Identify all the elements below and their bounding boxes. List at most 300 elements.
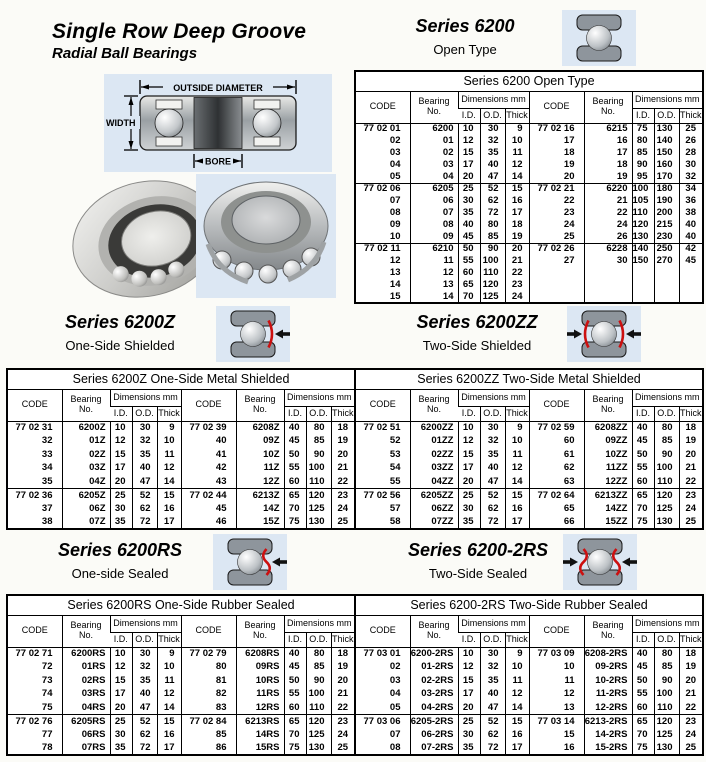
code-header: CODE <box>181 615 236 647</box>
od-cell: 62 <box>480 502 505 516</box>
table-row <box>7 462 355 476</box>
code-cell: 77 02 06 <box>355 183 410 195</box>
bearing-no-cell: 15Z <box>236 516 284 530</box>
table-row <box>355 715 703 729</box>
od-cell: 110 <box>480 267 505 279</box>
od-cell: 35 <box>480 147 505 159</box>
id-cell: 25 <box>458 715 480 729</box>
od-cell: 62 <box>480 728 505 742</box>
code-cell: 12 <box>529 688 584 702</box>
thick-cell: 40 <box>679 219 703 231</box>
bearing-no-cell: 09RS <box>236 661 284 675</box>
code-cell: 27 <box>529 255 584 267</box>
thick-cell: 26 <box>679 135 703 147</box>
code-cell: 77 03 14 <box>529 715 584 729</box>
od-header: O.D. <box>306 632 331 647</box>
bearing-no-cell: 12 <box>410 267 458 279</box>
id-cell: 30 <box>110 502 132 516</box>
thick-cell: 9 <box>505 647 529 661</box>
code-cell: 18 <box>529 147 584 159</box>
table-row <box>355 516 703 530</box>
bearing-no-cell: 09-2RS <box>584 661 632 675</box>
od-cell: 230 <box>654 231 679 243</box>
bearing-no-cell: 6200Z <box>62 421 110 435</box>
section-heading-series-6200 <box>385 16 545 57</box>
section-heading-series-6200-2rs <box>390 540 566 581</box>
od-header: O.D. <box>654 632 679 647</box>
od-cell: 40 <box>480 159 505 171</box>
od-cell: 90 <box>480 243 505 255</box>
thick-cell: 23 <box>679 489 703 503</box>
series-6200rs-heading: Series 6200RS <box>57 540 183 560</box>
thick-cell: 22 <box>679 701 703 715</box>
table-row <box>7 674 355 688</box>
od-header: O.D. <box>306 406 331 421</box>
table-row <box>355 147 703 159</box>
code-cell: 45 <box>181 502 236 516</box>
code-cell: 58 <box>389 515 401 527</box>
series-6200-2rs-subheading: Two-Side Sealed <box>428 566 528 581</box>
id-cell: 30 <box>458 502 480 516</box>
id-cell: 75 <box>632 123 654 135</box>
thick-cell: 17 <box>157 742 181 756</box>
code-cell: 73 <box>41 674 53 686</box>
od-cell: 30 <box>132 421 157 435</box>
dimensions-header: Dimensions mm <box>284 389 355 406</box>
table-row <box>355 615 703 632</box>
od-cell: 85 <box>306 661 331 675</box>
thick-cell: 14 <box>157 475 181 489</box>
table-row <box>7 688 355 702</box>
id-cell: 50 <box>284 674 306 688</box>
code-cell: 04 <box>389 688 401 700</box>
thick-cell: 16 <box>505 728 529 742</box>
id-cell: 90 <box>632 159 654 171</box>
series-6200rs-subheading: One-side Sealed <box>71 566 169 581</box>
thick-cell: 19 <box>679 661 703 675</box>
code-cell: 72 <box>41 661 53 673</box>
table-row <box>355 267 703 279</box>
bearing-no-cell: 6213Z <box>236 489 284 503</box>
bearing-no-cell: 26 <box>584 231 632 243</box>
id-cell: 85 <box>632 147 654 159</box>
od-cell: 215 <box>654 219 679 231</box>
id-cell: 15 <box>110 448 132 462</box>
id-header: I.D. <box>632 108 654 123</box>
series-6200-open-type-table <box>354 70 704 304</box>
code-cell <box>529 291 584 303</box>
bearing-no-cell: 04RS <box>62 701 110 715</box>
od-cell: 110 <box>654 475 679 489</box>
bearing-photo-open-cage <box>196 174 336 303</box>
od-cell: 130 <box>306 742 331 756</box>
bearing-no-header: Bearing No. <box>62 615 110 647</box>
table-row <box>355 435 703 449</box>
od-cell: 110 <box>306 475 331 489</box>
od-cell: 100 <box>306 462 331 476</box>
code-cell: 77 03 01 <box>363 648 401 660</box>
id-cell: 12 <box>458 661 480 675</box>
od-cell: 130 <box>654 123 679 135</box>
code-cell: 42 <box>181 462 236 476</box>
bearing-no-cell: 04 <box>410 171 458 183</box>
od-header: O.D. <box>480 632 505 647</box>
id-header: I.D. <box>110 632 132 647</box>
od-cell: 52 <box>480 183 505 195</box>
bearing-no-cell: 01RS <box>62 661 110 675</box>
thick-cell: 11 <box>157 448 181 462</box>
id-cell: 50 <box>632 448 654 462</box>
od-cell: 85 <box>654 661 679 675</box>
code-cell: 34 <box>41 462 53 474</box>
table-title: Series 6200ZZ Two-Side Metal Shielded <box>355 369 703 389</box>
id-cell: 80 <box>632 135 654 147</box>
id-cell: 10 <box>110 421 132 435</box>
id-cell: 30 <box>458 728 480 742</box>
od-cell: 85 <box>480 231 505 243</box>
code-cell: 33 <box>41 448 53 460</box>
bearing-no-cell: 17 <box>584 147 632 159</box>
od-cell: 190 <box>654 195 679 207</box>
table-row <box>7 435 355 449</box>
table-row <box>355 369 703 389</box>
bearing-no-cell: 6200 <box>410 123 458 135</box>
dimensions-header: Dimensions mm <box>632 91 703 108</box>
id-cell: 35 <box>458 207 480 219</box>
code-cell: 75 <box>41 701 53 713</box>
id-cell: 45 <box>284 435 306 449</box>
series-6200-subheading: Open Type <box>433 42 497 57</box>
bearing-no-cell: 06Z <box>62 502 110 516</box>
thick-cell: 21 <box>679 688 703 702</box>
od-cell: 62 <box>480 195 505 207</box>
bearing-no-cell: 02 <box>410 147 458 159</box>
table-row <box>7 715 355 729</box>
code-cell: 15 <box>389 291 401 302</box>
id-cell: 15 <box>458 674 480 688</box>
code-cell: 11 <box>529 674 584 688</box>
code-cell: 05 <box>389 171 401 182</box>
od-cell <box>654 279 679 291</box>
code-cell: 85 <box>181 728 236 742</box>
id-header: I.D. <box>458 406 480 421</box>
id-cell: 40 <box>284 421 306 435</box>
code-cell: 10 <box>389 231 401 242</box>
id-cell: 20 <box>110 475 132 489</box>
bearing-no-cell: 02Z <box>62 448 110 462</box>
code-cell: 61 <box>529 448 584 462</box>
bearing-no-cell: 6210 <box>410 243 458 255</box>
id-header: I.D. <box>110 406 132 421</box>
code-cell: 77 02 39 <box>181 421 236 435</box>
thick-header: Thick <box>505 108 529 123</box>
thick-cell: 18 <box>331 421 355 435</box>
od-header: O.D. <box>480 406 505 421</box>
bearing-no-cell: 6213ZZ <box>584 489 632 503</box>
id-cell: 35 <box>110 516 132 530</box>
thick-cell: 19 <box>679 435 703 449</box>
bearing-no-cell: 10ZZ <box>584 448 632 462</box>
bearing-no-cell: 6215 <box>584 123 632 135</box>
bearing-no-cell: 09ZZ <box>584 435 632 449</box>
table-row <box>355 728 703 742</box>
id-cell: 110 <box>632 207 654 219</box>
bearing-no-cell: 07ZZ <box>410 516 458 530</box>
id-cell: 12 <box>110 435 132 449</box>
bearing-no-cell: 6213-2RS <box>584 715 632 729</box>
bearing-no-header: Bearing No. <box>410 615 458 647</box>
code-header: CODE <box>181 389 236 421</box>
od-cell: 30 <box>132 647 157 661</box>
od-cell: 35 <box>480 448 505 462</box>
id-cell: 25 <box>458 183 480 195</box>
bearing-no-cell: 6205RS <box>62 715 110 729</box>
id-cell: 105 <box>632 195 654 207</box>
bearing-no-cell: 18 <box>584 159 632 171</box>
bearing-two-side-sealed-icon <box>563 534 637 590</box>
thick-cell: 21 <box>679 462 703 476</box>
thick-cell: 18 <box>679 647 703 661</box>
code-cell: 62 <box>529 462 584 476</box>
bearing-no-cell: 19 <box>584 171 632 183</box>
series-6200z-heading: Series 6200Z <box>64 312 176 332</box>
od-cell: 47 <box>132 475 157 489</box>
bearing-no-cell: 6208ZZ <box>584 421 632 435</box>
bearing-no-cell: 06ZZ <box>410 502 458 516</box>
thick-header: Thick <box>505 632 529 647</box>
od-cell: 120 <box>306 489 331 503</box>
od-cell: 72 <box>480 516 505 530</box>
table-row <box>7 389 355 406</box>
bearing-no-header: Bearing No. <box>410 389 458 421</box>
thick-cell: 20 <box>331 674 355 688</box>
id-cell: 17 <box>110 462 132 476</box>
code-cell: 20 <box>529 171 584 183</box>
thick-cell: 16 <box>505 195 529 207</box>
od-cell: 150 <box>654 147 679 159</box>
thick-header: Thick <box>679 406 703 421</box>
code-cell: 15 <box>529 728 584 742</box>
code-cell: 03 <box>389 147 401 159</box>
code-cell: 35 <box>41 475 53 487</box>
id-cell: 25 <box>110 715 132 729</box>
bearing-no-cell: 6208Z <box>236 421 284 435</box>
od-cell: 85 <box>306 435 331 449</box>
code-cell: 08 <box>389 207 401 219</box>
code-cell: 41 <box>181 448 236 462</box>
bearing-no-cell: 10RS <box>236 674 284 688</box>
code-header: CODE <box>529 389 584 421</box>
table-row <box>7 728 355 742</box>
thick-cell <box>679 279 703 291</box>
section-heading-series-6200zz <box>392 312 562 353</box>
bearing-no-header: Bearing No. <box>236 615 284 647</box>
table-row <box>355 502 703 516</box>
thick-cell: 22 <box>679 475 703 489</box>
code-cell: 16 <box>529 742 584 756</box>
code-cell: 23 <box>529 207 584 219</box>
code-header: CODE <box>529 615 584 647</box>
id-cell: 65 <box>632 489 654 503</box>
series-6200z-subheading: One-Side Shielded <box>65 338 175 353</box>
table-row <box>355 183 703 195</box>
id-cell: 15 <box>110 674 132 688</box>
thick-cell: 23 <box>331 489 355 503</box>
id-cell: 55 <box>458 255 480 267</box>
section-heading-series-6200rs <box>38 540 202 581</box>
table-row <box>355 279 703 291</box>
od-cell: 125 <box>306 728 331 742</box>
od-cell: 160 <box>654 159 679 171</box>
bearing-no-cell: 6200-2RS <box>410 647 458 661</box>
od-cell: 52 <box>132 715 157 729</box>
bearing-no-cell: 06-2RS <box>410 728 458 742</box>
bearing-no-cell: 12-2RS <box>584 701 632 715</box>
od-cell <box>654 291 679 303</box>
od-cell: 120 <box>306 715 331 729</box>
bearing-no-cell: 08 <box>410 219 458 231</box>
code-cell <box>529 279 584 291</box>
od-cell: 125 <box>306 502 331 516</box>
thick-cell: 24 <box>331 502 355 516</box>
bearing-no-cell: 11Z <box>236 462 284 476</box>
od-cell: 180 <box>654 183 679 195</box>
code-cell: 77 02 16 <box>529 123 584 135</box>
bearing-no-cell: 03Z <box>62 462 110 476</box>
code-cell: 14 <box>389 279 401 291</box>
thick-cell: 17 <box>505 742 529 756</box>
table-row <box>355 207 703 219</box>
id-cell: 75 <box>632 742 654 756</box>
od-cell: 120 <box>654 489 679 503</box>
table-row <box>355 91 703 108</box>
thick-cell: 12 <box>505 159 529 171</box>
table-row <box>355 661 703 675</box>
id-cell: 40 <box>284 647 306 661</box>
id-cell: 50 <box>458 243 480 255</box>
thick-cell: 28 <box>679 147 703 159</box>
code-cell: 66 <box>529 516 584 530</box>
thick-cell: 10 <box>505 661 529 675</box>
table-row <box>355 674 703 688</box>
bearing-no-cell: 03-2RS <box>410 688 458 702</box>
code-cell: 77 02 21 <box>529 183 584 195</box>
id-cell: 10 <box>458 421 480 435</box>
code-cell: 77 02 11 <box>355 243 410 255</box>
code-cell: 25 <box>529 231 584 243</box>
code-cell: 60 <box>529 435 584 449</box>
table-row <box>355 243 703 255</box>
thick-header: Thick <box>157 632 181 647</box>
id-cell: 60 <box>284 701 306 715</box>
table-row <box>355 171 703 183</box>
bearing-no-cell: 30 <box>584 255 632 267</box>
bearing-no-cell: 11ZZ <box>584 462 632 476</box>
thick-cell: 11 <box>505 674 529 688</box>
code-cell: 32 <box>41 435 53 447</box>
od-cell: 100 <box>480 255 505 267</box>
id-cell: 25 <box>458 489 480 503</box>
od-cell: 35 <box>480 674 505 688</box>
table-row <box>355 647 703 661</box>
thick-cell: 15 <box>505 183 529 195</box>
id-cell: 130 <box>632 231 654 243</box>
bearing-no-cell: 07 <box>410 207 458 219</box>
thick-header: Thick <box>679 108 703 123</box>
id-cell: 55 <box>632 688 654 702</box>
code-header: CODE <box>7 389 62 421</box>
code-header: CODE <box>355 91 410 123</box>
table-row <box>355 135 703 147</box>
code-cell: 24 <box>529 219 584 231</box>
code-cell: 43 <box>181 475 236 489</box>
table-row <box>355 255 703 267</box>
bearing-no-cell: 07Z <box>62 516 110 530</box>
id-cell: 45 <box>632 435 654 449</box>
thick-cell <box>679 291 703 303</box>
od-cell: 30 <box>480 647 505 661</box>
id-cell: 70 <box>458 291 480 303</box>
bearing-no-cell: 02RS <box>62 674 110 688</box>
bearing-no-cell: 16 <box>584 135 632 147</box>
id-cell: 12 <box>458 135 480 147</box>
table-row <box>7 615 355 632</box>
code-cell: 77 02 79 <box>181 647 236 661</box>
bearing-no-cell <box>584 267 632 279</box>
id-cell: 60 <box>632 475 654 489</box>
table-row <box>7 448 355 462</box>
id-cell <box>632 291 654 303</box>
code-cell: 13 <box>389 267 401 279</box>
table-row <box>7 516 355 530</box>
bearing-no-cell: 01-2RS <box>410 661 458 675</box>
code-cell: 83 <box>181 701 236 715</box>
id-cell: 12 <box>110 661 132 675</box>
section-heading-series-6200z <box>38 312 202 353</box>
code-cell: 04 <box>389 159 401 171</box>
id-cell: 60 <box>284 475 306 489</box>
thick-cell: 10 <box>505 435 529 449</box>
thick-cell: 21 <box>505 255 529 267</box>
series-6200zz-table <box>354 368 704 530</box>
bearing-no-cell: 12Z <box>236 475 284 489</box>
od-cell: 130 <box>654 516 679 530</box>
thick-cell: 22 <box>331 475 355 489</box>
id-cell: 20 <box>458 475 480 489</box>
code-cell: 07 <box>389 728 401 740</box>
id-cell: 10 <box>458 123 480 135</box>
bearing-no-cell: 6228 <box>584 243 632 255</box>
thick-cell: 23 <box>679 715 703 729</box>
id-cell: 17 <box>458 462 480 476</box>
od-cell: 80 <box>306 647 331 661</box>
thick-cell: 32 <box>679 171 703 183</box>
od-cell: 80 <box>306 421 331 435</box>
thick-cell: 19 <box>331 435 355 449</box>
od-cell: 47 <box>480 701 505 715</box>
id-cell: 35 <box>458 516 480 530</box>
id-cell: 100 <box>632 183 654 195</box>
thick-cell: 25 <box>679 123 703 135</box>
id-cell: 17 <box>110 688 132 702</box>
od-cell: 125 <box>654 502 679 516</box>
thick-cell: 25 <box>679 742 703 756</box>
table-row <box>355 231 703 243</box>
code-cell: 53 <box>389 448 401 460</box>
bearing-no-cell: 6200ZZ <box>410 421 458 435</box>
id-cell: 35 <box>458 742 480 756</box>
od-cell: 40 <box>132 688 157 702</box>
